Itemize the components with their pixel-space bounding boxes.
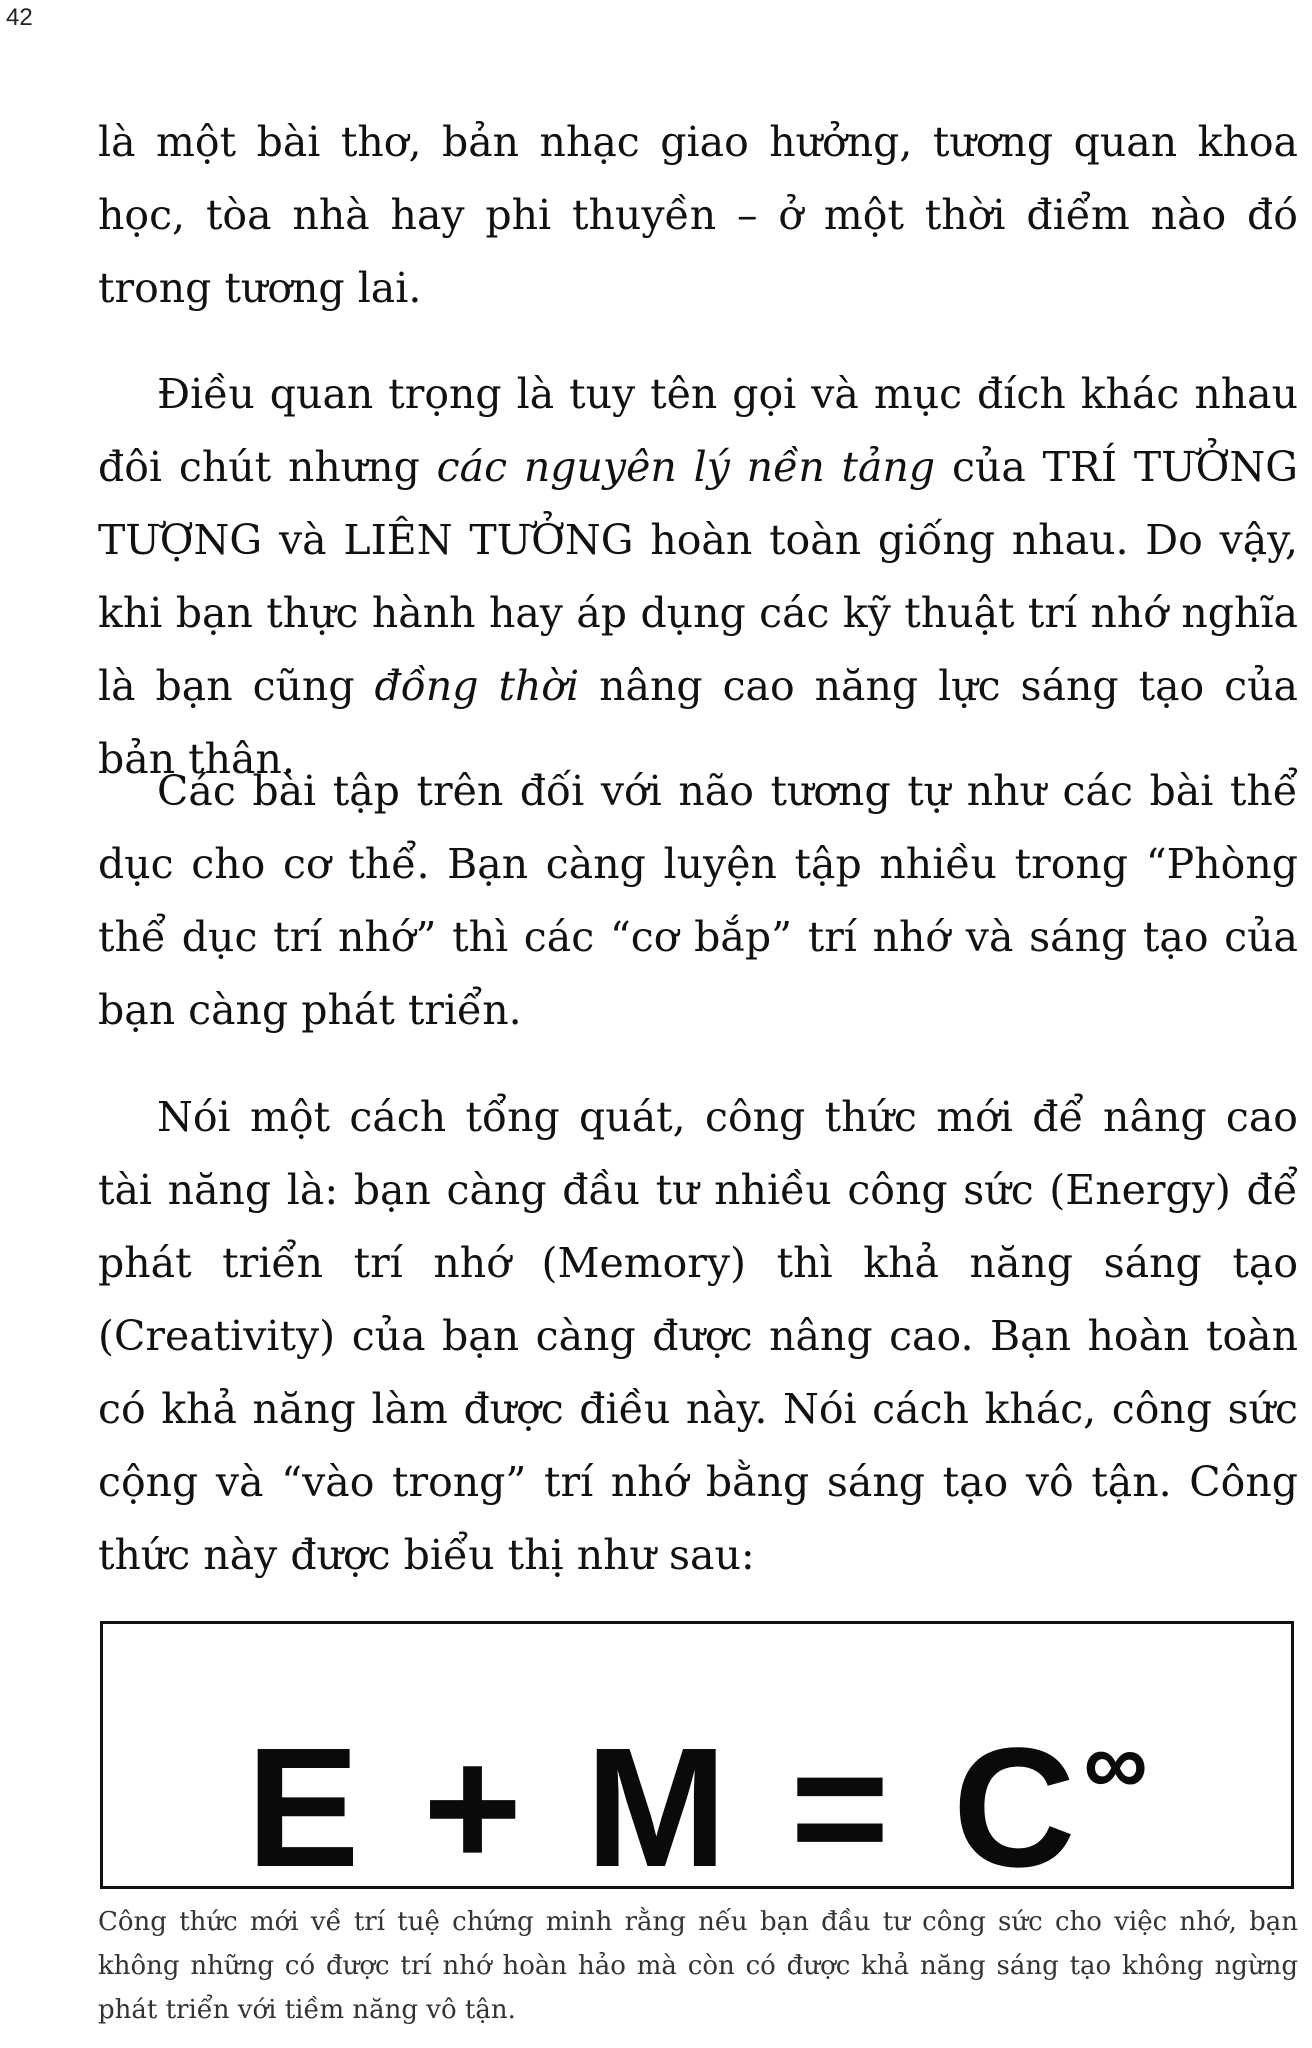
emphasis-underlying-principles: các nguyên lý nền tảng — [436, 443, 936, 491]
paragraph-2-text-end: nâng cao năng lực sáng tạo của bản thân. — [98, 662, 1298, 783]
page-number: 42 — [6, 4, 33, 31]
emphasis-simultaneously: đồng thời — [374, 662, 580, 710]
paragraph-3 — [98, 755, 1298, 1047]
formula-caption: Công thức mới về trí tuệ chứng minh rằng nếu bạn đầu tư công sức cho việc nhớ, bạn không những có được trí nhớ hoàn hảo mà còn có được khả năng sáng tạo không ngừng phát triển với tiềm năng vô tận. — [98, 1907, 1298, 2025]
formula-infinity-superscript: ∞ — [1083, 1714, 1148, 1814]
paragraph-2-text-start: Điều quan trọng là tuy tên gọi và mục đích khác nhau đôi chút nhưng — [98, 370, 1298, 491]
paragraph-4-text: Nói một cách tổng quát, công thức mới để nâng cao tài năng là: bạn càng đầu tư nhiều công sức (Energy) để phát triển trí nhớ (Memory) thì khả năng sáng tạo (Creativity) của bạn càng được nâng cao. Bạn hoàn toàn có khả năng làm được điều này. Nói cách khác, công sức cộng và “vào trong” trí nhớ bằng sáng tạo vô tận. Công thức này được biểu thị như sau: — [98, 1093, 1298, 1579]
paragraph-1 — [98, 106, 1298, 325]
formula-box — [100, 1621, 1294, 1903]
paragraph-2 — [98, 358, 1298, 796]
paragraph-4 — [98, 1081, 1298, 1592]
formula-expression: E + M = C — [246, 1713, 1084, 1903]
formula — [103, 1679, 1291, 1903]
paragraph-1-text: là một bài thơ, bản nhạc giao hưởng, tương quan khoa học, tòa nhà hay phi thuyền – ở một thời điểm nào đó trong tương lai. — [98, 118, 1298, 312]
paragraph-2-text-middle: của TRÍ TƯỞNG TƯỢNG và LIÊN TƯỞNG hoàn toàn giống nhau. Do vậy, khi bạn thực hành hay áp dụng các kỹ thuật trí nhớ nghĩa là bạn cũng — [98, 443, 1298, 710]
paragraph-3-text: Các bài tập trên đối với não tương tự như các bài thể dục cho cơ thể. Bạn càng luyện tập nhiều trong “Phòng thể dục trí nhớ” thì các “cơ bắp” trí nhớ và sáng tạo của bạn càng phát triển. — [98, 767, 1298, 1034]
